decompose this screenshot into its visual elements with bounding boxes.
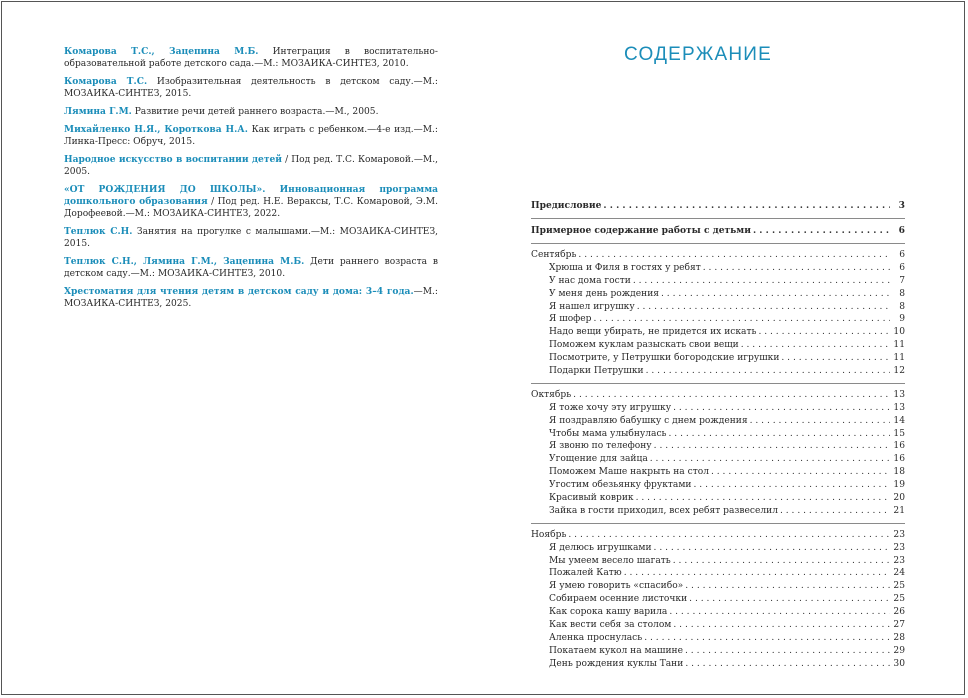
toc-page: 19 bbox=[893, 480, 905, 491]
leader-dots bbox=[654, 440, 890, 453]
leader-dots bbox=[650, 453, 890, 466]
toc-entry bbox=[531, 479, 905, 492]
reference-text: / Под ред. Т.С. Комаровой.—М., 2005. bbox=[64, 154, 439, 177]
toc-entry bbox=[531, 632, 905, 645]
toc-label: Угостим обезьянку фруктами bbox=[549, 480, 692, 491]
toc-page: 20 bbox=[893, 493, 905, 504]
toc-section-month bbox=[531, 529, 905, 542]
leader-dots bbox=[644, 632, 890, 645]
leader-dots bbox=[758, 326, 890, 339]
reference-authors: Лямина Г.М. bbox=[64, 106, 132, 117]
toc-label: Предисловие bbox=[531, 200, 602, 211]
reference-text: Занятия на прогулке с малышами.—М.: МОЗАИКА-СИНТЕЗ, 2015. bbox=[64, 227, 439, 250]
leader-dots bbox=[578, 249, 890, 262]
toc-label: Покатаем кукол на машине bbox=[549, 645, 683, 656]
toc-entry bbox=[531, 492, 905, 505]
reference-entry bbox=[64, 154, 438, 179]
leader-dots bbox=[603, 199, 890, 213]
toc-label: Октябрь bbox=[531, 389, 572, 400]
toc-page: 13 bbox=[893, 389, 905, 400]
leader-dots bbox=[573, 389, 890, 402]
leader-dots bbox=[673, 555, 890, 568]
toc-entry bbox=[531, 619, 905, 632]
toc-entry bbox=[531, 275, 905, 288]
toc-page: 12 bbox=[893, 366, 905, 377]
toc-page: 7 bbox=[899, 275, 905, 286]
toc-entry bbox=[531, 505, 905, 518]
reference-entry bbox=[64, 46, 438, 71]
toc-entry bbox=[531, 352, 905, 365]
toc-label: Мы умеем весело шагать bbox=[549, 555, 671, 566]
toc-entry bbox=[531, 301, 905, 314]
reference-entry bbox=[64, 76, 438, 101]
toc-label: Аленка проснулась bbox=[549, 632, 643, 643]
reference-text: Развитие речи детей раннего возраста.—М., 2005. bbox=[131, 107, 379, 117]
toc-entry bbox=[531, 326, 905, 339]
reference-authors: Теплюк С.Н. bbox=[64, 226, 133, 237]
toc-label: Посмотрите, у Петрушки богородские игрушки bbox=[549, 353, 780, 364]
toc-page: 10 bbox=[893, 327, 905, 338]
toc-label: Я умею говорить «спасибо» bbox=[549, 581, 684, 592]
leader-dots bbox=[636, 492, 890, 505]
toc-entry bbox=[531, 428, 905, 441]
toc-label: День рождения куклы Тани bbox=[549, 658, 684, 669]
toc-label: Сентябрь bbox=[531, 250, 577, 260]
toc-page: 13 bbox=[893, 402, 905, 413]
toc-section-month bbox=[531, 249, 905, 262]
toc-entry bbox=[531, 645, 905, 658]
toc-entry bbox=[531, 415, 905, 428]
toc-label: Пожалей Катю bbox=[549, 568, 622, 579]
toc-label: Ноябрь bbox=[531, 529, 567, 540]
reference-entry bbox=[64, 124, 438, 149]
leader-dots bbox=[646, 365, 890, 378]
toc-page: 16 bbox=[893, 454, 905, 465]
reference-authors: «ОТ РОЖДЕНИЯ ДО ШКОЛЫ». Инновационная программа дошкольного образования bbox=[64, 183, 438, 207]
toc-label: Подарки Петрушки bbox=[549, 366, 644, 377]
leader-dots bbox=[689, 593, 890, 606]
toc-entry bbox=[531, 313, 905, 326]
toc-entry bbox=[531, 402, 905, 415]
reference-entry bbox=[64, 184, 438, 221]
toc-label: Я делюсь игрушками bbox=[549, 542, 652, 553]
leader-dots bbox=[741, 339, 890, 352]
toc-label: Надо вещи убирать, не придется их искать bbox=[549, 327, 757, 338]
toc-page: 23 bbox=[893, 555, 905, 566]
leader-dots bbox=[669, 606, 890, 619]
toc-page: 9 bbox=[899, 314, 905, 325]
toc-entry-main bbox=[531, 224, 905, 238]
reference-authors: Михайленко Н.Я., Короткова Н.А. bbox=[64, 123, 248, 135]
toc-page: 11 bbox=[893, 340, 905, 351]
divider bbox=[531, 243, 905, 244]
toc-page: 8 bbox=[899, 288, 905, 299]
reference-authors: Комарова Т.С. bbox=[64, 76, 148, 87]
toc-section-month bbox=[531, 389, 905, 402]
leader-dots bbox=[624, 567, 890, 580]
toc-page: 16 bbox=[893, 441, 905, 452]
toc-page: 6 bbox=[899, 250, 905, 260]
leader-dots bbox=[750, 415, 890, 428]
toc-entry bbox=[531, 555, 905, 568]
toc-label: Поможем Маше накрыть на стол bbox=[549, 467, 709, 478]
toc-entry bbox=[531, 262, 905, 275]
leader-dots bbox=[673, 402, 890, 415]
reference-authors: Хрестоматия для чтения детям в детском саду и дома: 3–4 года. bbox=[64, 286, 414, 297]
toc-entry bbox=[531, 453, 905, 466]
toc-page: 6 bbox=[898, 225, 905, 236]
leader-dots bbox=[637, 301, 890, 314]
leader-dots bbox=[685, 580, 890, 593]
reference-text: Изобразительная деятельность в детском саду.—М.: МОЗАИКА-СИНТЕЗ, 2015. bbox=[64, 77, 438, 100]
toc-entry bbox=[531, 593, 905, 606]
toc-page: 27 bbox=[893, 620, 905, 631]
leader-dots bbox=[753, 224, 890, 238]
toc-page: 18 bbox=[893, 467, 905, 478]
page-title: СОДЕРЖАНИЕ bbox=[624, 44, 772, 65]
toc-entry bbox=[531, 365, 905, 378]
reference-entry bbox=[64, 106, 438, 118]
toc-entry bbox=[531, 567, 905, 580]
reference-entry bbox=[64, 226, 438, 251]
toc-page: 8 bbox=[899, 301, 905, 312]
toc-label: Зайка в гости приходил, всех ребят развеселил bbox=[549, 505, 778, 516]
divider bbox=[531, 523, 905, 524]
toc-entry bbox=[531, 580, 905, 593]
toc-entry bbox=[531, 542, 905, 555]
divider bbox=[531, 218, 905, 219]
toc-page: 6 bbox=[899, 262, 905, 273]
leader-dots bbox=[694, 479, 891, 492]
toc-page: 26 bbox=[893, 607, 905, 618]
toc-page: 24 bbox=[893, 568, 905, 579]
leader-dots bbox=[654, 542, 890, 555]
leader-dots bbox=[633, 275, 890, 288]
reference-text: Интеграция в воспитательно-образовательной работе детского сада.—М.: МОЗАИКА-СИНТЕЗ, 2010. bbox=[64, 47, 438, 70]
toc-label: Чтобы мама улыбнулась bbox=[549, 428, 667, 439]
toc-label: Я тоже хочу эту игрушку bbox=[549, 402, 672, 413]
leader-dots bbox=[661, 288, 890, 301]
reference-entry bbox=[64, 256, 438, 281]
table-of-contents bbox=[531, 199, 905, 671]
leader-dots bbox=[673, 619, 890, 632]
leader-dots bbox=[669, 428, 890, 441]
toc-label: Поможем куклам разыскать свои вещи bbox=[549, 340, 739, 351]
reference-text: / Под ред. Н.Е. Вераксы, Т.С. Комаровой, Э.М. Дорофеевой.—М.: МОЗАИКА-СИНТЕЗ, 2022. bbox=[64, 197, 438, 220]
toc-page: 11 bbox=[893, 353, 905, 364]
toc-entry bbox=[531, 606, 905, 619]
reference-authors: Теплюк С.Н., Лямина Г.М., Зацепина М.Б. bbox=[64, 256, 305, 267]
toc-label: Как сорока кашу варила bbox=[549, 607, 668, 618]
bibliography bbox=[64, 46, 438, 316]
leader-dots bbox=[703, 262, 890, 275]
toc-label: Собираем осенние листочки bbox=[549, 594, 688, 605]
toc-page: 15 bbox=[893, 428, 905, 439]
toc-page: 25 bbox=[893, 581, 905, 592]
leader-dots bbox=[780, 505, 890, 518]
toc-label: Угощение для зайца bbox=[549, 454, 648, 465]
toc-page: 28 bbox=[893, 632, 905, 643]
toc-page: 21 bbox=[893, 505, 905, 516]
toc-entry bbox=[531, 466, 905, 479]
toc-label: У нас дома гости bbox=[549, 275, 631, 286]
toc-entry-preface bbox=[531, 199, 905, 213]
leader-dots bbox=[711, 466, 890, 479]
toc-label: У меня день рождения bbox=[549, 288, 659, 299]
leader-dots bbox=[781, 352, 890, 365]
toc-page: 30 bbox=[893, 658, 905, 669]
leader-dots bbox=[568, 529, 890, 542]
reference-authors: Комарова Т.С., Зацепина М.Б. bbox=[64, 46, 259, 57]
reference-text: —М.: МОЗАИКА-СИНТЕЗ, 2025. bbox=[64, 287, 438, 310]
reference-text: Дети раннего возраста в детском саду.—М.: МОЗАИКА-СИНТЕЗ, 2010. bbox=[64, 257, 438, 280]
leader-dots bbox=[594, 313, 891, 326]
divider bbox=[531, 383, 905, 384]
toc-page: 3 bbox=[898, 200, 905, 211]
toc-label: Я нашел игрушку bbox=[549, 301, 635, 312]
reference-text: Как играть с ребенком.—4-е изд.—М.: Линка-Пресс: Обруч, 2015. bbox=[64, 124, 438, 147]
toc-entry bbox=[531, 658, 905, 671]
toc-entry bbox=[531, 339, 905, 352]
toc-label: Хрюша и Филя в гостях у ребят bbox=[549, 262, 701, 273]
reference-authors: Народное искусство в воспитании детей bbox=[64, 153, 282, 165]
reference-entry bbox=[64, 286, 438, 311]
toc-label: Красивый коврик bbox=[549, 493, 634, 504]
toc-label: Как вести себя за столом bbox=[549, 620, 672, 631]
leader-dots bbox=[685, 658, 890, 671]
toc-page: 25 bbox=[893, 594, 905, 605]
toc-label: Я звоню по телефону bbox=[549, 441, 652, 452]
toc-page: 23 bbox=[893, 542, 905, 553]
toc-label: Примерное содержание работы с детьми bbox=[531, 225, 751, 236]
toc-page: 23 bbox=[893, 529, 905, 540]
leader-dots bbox=[685, 645, 890, 658]
toc-label: Я шофер bbox=[549, 314, 592, 325]
toc-page: 29 bbox=[893, 645, 905, 656]
toc-entry bbox=[531, 288, 905, 301]
toc-entry bbox=[531, 440, 905, 453]
toc-label: Я поздравляю бабушку с днем рождения bbox=[549, 415, 748, 426]
toc-page: 14 bbox=[893, 415, 905, 426]
